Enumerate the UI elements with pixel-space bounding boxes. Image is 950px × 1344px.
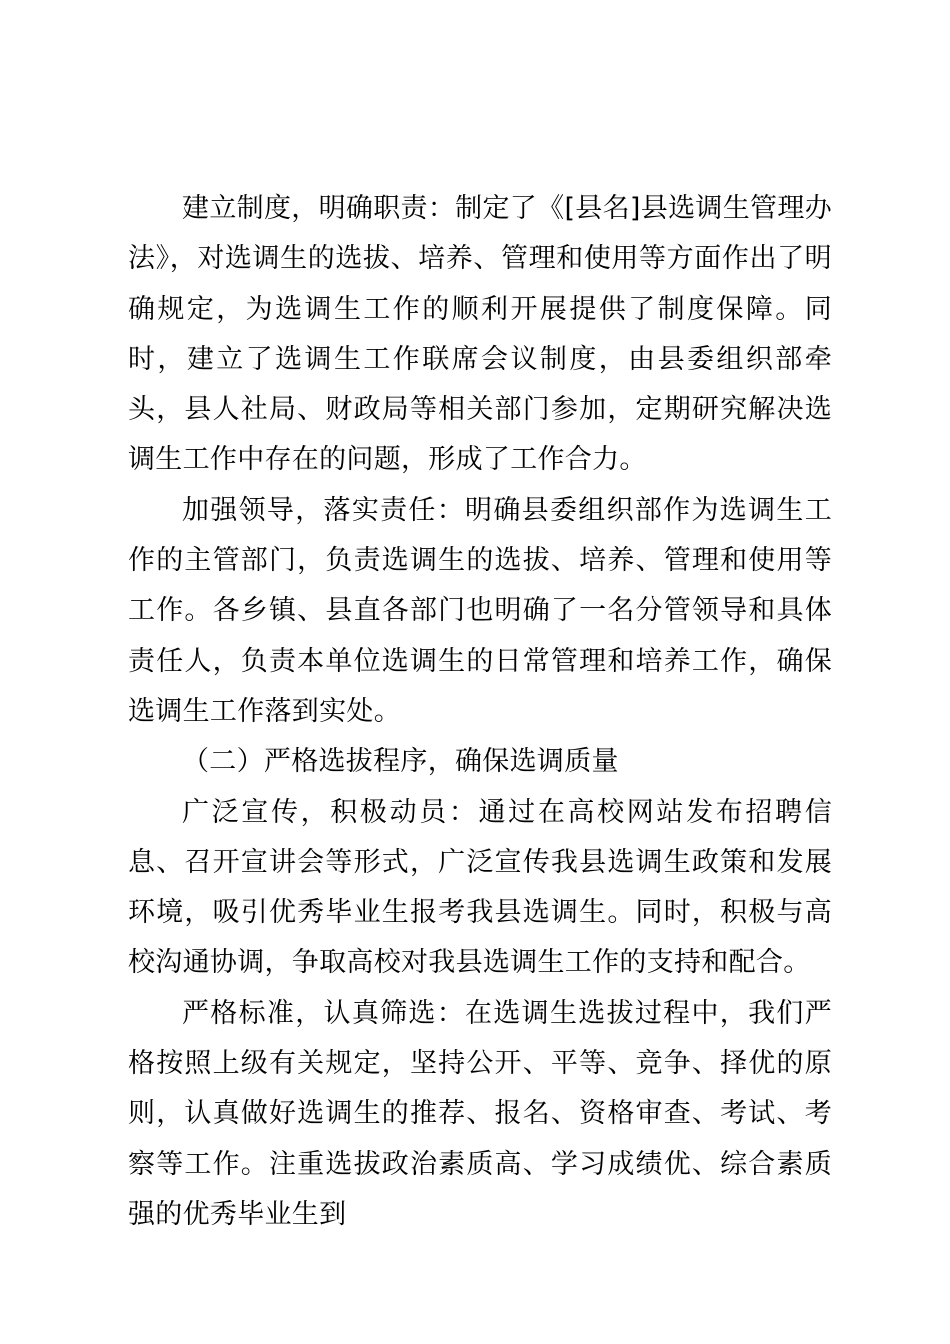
paragraph-strict-standards: 严格标准，认真筛选：在选调生选拔过程中，我们严格按照上级有关规定，坚持公开、平等、竞争、择优的原则，认真做好选调生的推荐、报名、资格审查、考试、考察等工作。注重选拔政治素质高、学习成绩优、综合素质强的优秀毕业生到: [128, 997, 832, 1230]
paragraph-establish-system: 建立制度，明确职责：制定了《[县名]县选调生管理办法》，对选调生的选拔、培养、管理和使用等方面作出了明确规定，为选调生工作的顺利开展提供了制度保障。同时，建立了选调生工作联席会议制度，由县委组织部牵头，县人社局、财政局等相关部门参加，定期研究解决选调生工作中存在的问题，形成了工作合力。: [128, 193, 832, 476]
paragraph-publicity: 广泛宣传，积极动员：通过在高校网站发布招聘信息、召开宣讲会等形式，广泛宣传我县选调生政策和发展环境，吸引优秀毕业生报考我县选调生。同时，积极与高校沟通协调，争取高校对我县选调生工作的支持和配合。: [128, 796, 832, 979]
paragraph-strengthen-leadership: 加强领导，落实责任：明确县委组织部作为选调生工作的主管部门，负责选调生的选拔、培养、管理和使用等工作。各乡镇、县直各部门也明确了一名分管领导和具体责任人，负责本单位选调生的日常管理和培养工作，确保选调生工作落到实处。: [128, 494, 832, 727]
section-heading-selection: （二）严格选拔程序，确保选调质量: [182, 746, 619, 778]
document-body: [128, 184, 832, 1240]
